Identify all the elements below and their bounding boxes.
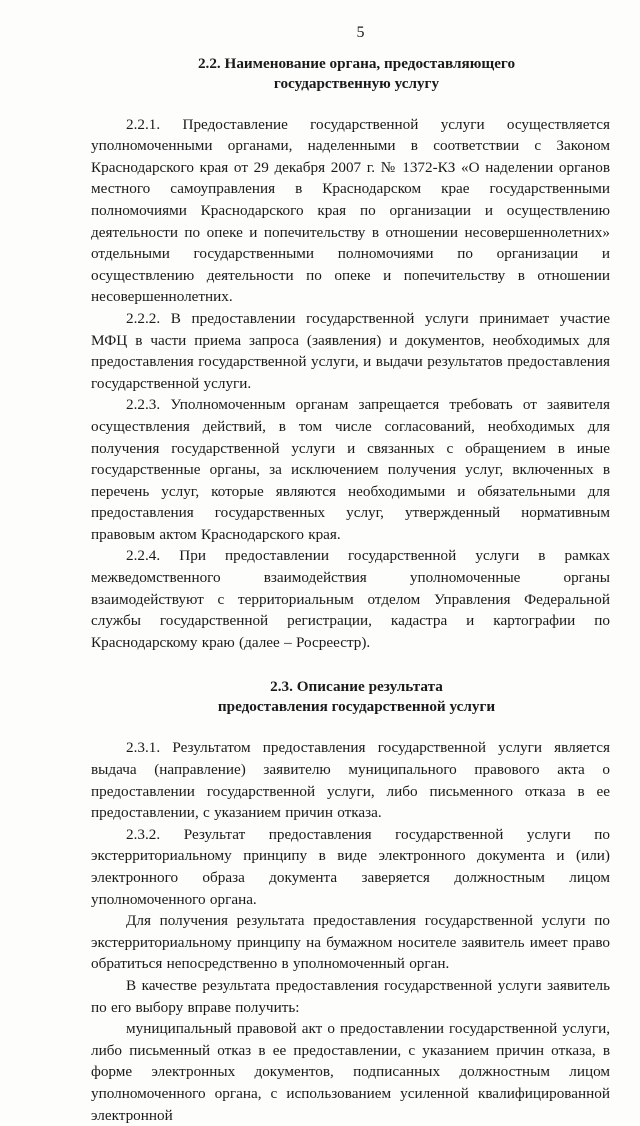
paragraph-result-choice: В качестве результата предоставления государственной услуги заявитель по его выбору вправе получить: [91,976,610,1016]
paragraph-2-3-1: 2.3.1. Результатом предоставления государственной услуги является выдача (направление) заявителю муниципального правового акта о предоставлении государственной услуги, либо письменного отказа в ее предоставлении, с указанием причин отказа. [91,739,610,822]
section-body-2-3 [91,737,610,1126]
section-heading-2-2 [91,54,610,94]
section-heading-2-3 [91,677,610,717]
paragraph-result-paper: Для получения результата предоставления государственной услуги по экстерриториальному принципу на бумажном носителе заявитель имеет право обратиться непосредственно в уполномоченный орган. [91,912,610,973]
section-title-line: 2.2. Наименование органа, предоставляющего [197,54,516,72]
section-title-line: 2.3. Описание результата [270,678,443,696]
section-title-line: государственную услугу [273,74,440,92]
section-title-line: предоставления государственной услуги [217,698,496,716]
paragraph-2-2-3: 2.2.3. Уполномоченным органам запрещается требовать от заявителя осуществления действий, в том числе согласований, необходимых для получения государственной услуги и связанных с обращением в иные государственные органы, за исключением получения услуг, включенных в перечень услуг, которые являются необходимыми и обязательными для предоставления государственных услуг, утвержденный нормативным правовым актом Краснодарского края. [91,396,610,543]
page-number: 5 [356,24,365,41]
paragraph-2-2-4: 2.2.4. При предоставлении государственной услуги в рамках межведомственного взаимодействия уполномоченные органы взаимодействуют с территориальным отделом Управления Федеральной службы государственной регистрации, кадастра и картографии по Краснодарскому краю (далее – Росреестр). [91,547,610,651]
paragraph-result-electronic: муниципальный правовой акт о предоставлении государственной услуги, либо письменный отказ в ее предоставлении, с указанием причин отказа, в форме электронных документов, подписанных должностным лицом уполномоченного органа, с использованием усиленной квалифицированной электронной [91,1020,610,1124]
section-body-2-2 [91,114,610,654]
paragraph-2-3-2: 2.3.2. Результат предоставления государственной услуги по экстерриториальному принципу в виде электронного документа и (или) электронного образа документа заверяется должностным лицом уполномоченного органа. [91,825,610,908]
paragraph-2-2-2: 2.2.2. В предоставлении государственной услуги принимает участие МФЦ в части приема запроса (заявления) и документов, необходимых для предоставления государственной услуги, и выдачи результатов предоставления государственной услуги. [91,309,610,392]
paragraph-2-2-1: 2.2.1. Предоставление государственной услуги осуществляется уполномоченными органами, наделенными в соответствии с Законом Краснодарского края от 29 декабря 2007 г. № 1372-КЗ «О наделении органов местного самоуправления в Краснодарском крае государственными полномочиями Краснодарского края по организации и осуществлению деятельности по опеке и попечительству в отношении несовершеннолетних» отдельными государственными полномочиями по организации и осуществлению деятельности по опеке и попечительству в отношении несовершеннолетних. [91,115,610,306]
